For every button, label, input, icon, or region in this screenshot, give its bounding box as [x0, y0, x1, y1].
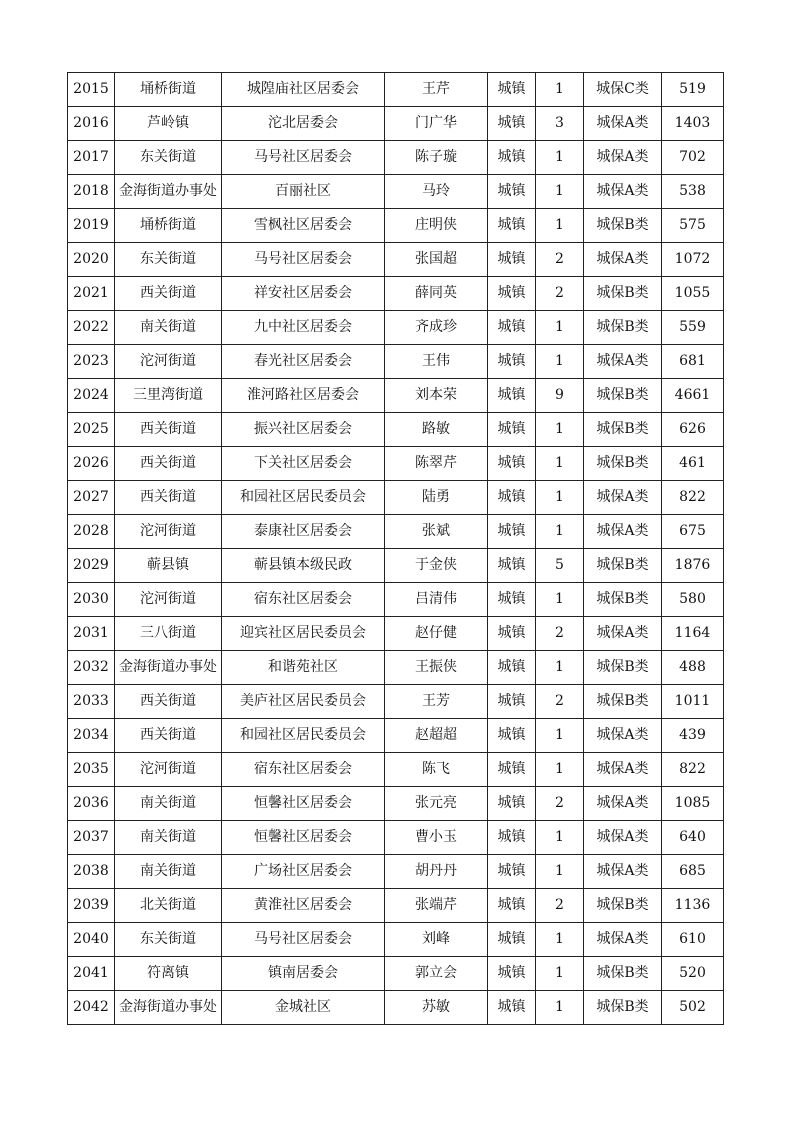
street-cell: 三八街道	[115, 617, 222, 651]
amount-cell: 1136	[662, 889, 724, 923]
amount-cell: 1011	[662, 685, 724, 719]
community-cell: 百丽社区	[222, 175, 385, 209]
area-type-cell: 城镇	[488, 515, 536, 549]
table-row	[68, 617, 724, 651]
household-count-cell: 2	[536, 889, 584, 923]
name-cell: 齐成珍	[385, 311, 488, 345]
table-row	[68, 583, 724, 617]
area-type-cell: 城镇	[488, 821, 536, 855]
area-type-cell: 城镇	[488, 107, 536, 141]
category-cell: 城保B类	[584, 583, 662, 617]
name-cell: 赵超超	[385, 719, 488, 753]
street-cell: 符离镇	[115, 957, 222, 991]
table-row	[68, 515, 724, 549]
record-id-cell: 2040	[68, 923, 115, 957]
community-cell: 城隍庙社区居委会	[222, 73, 385, 107]
street-cell: 三里湾街道	[115, 379, 222, 413]
street-cell: 南关街道	[115, 821, 222, 855]
record-id-cell: 2029	[68, 549, 115, 583]
community-cell: 和谐苑社区	[222, 651, 385, 685]
household-count-cell: 1	[536, 923, 584, 957]
amount-cell: 822	[662, 481, 724, 515]
amount-cell: 675	[662, 515, 724, 549]
category-cell: 城保A类	[584, 617, 662, 651]
name-cell: 于金侠	[385, 549, 488, 583]
area-type-cell: 城镇	[488, 583, 536, 617]
household-count-cell: 1	[536, 345, 584, 379]
area-type-cell: 城镇	[488, 753, 536, 787]
roster-table	[67, 72, 724, 1025]
street-cell: 西关街道	[115, 447, 222, 481]
record-id-cell: 2017	[68, 141, 115, 175]
table-row	[68, 991, 724, 1025]
household-count-cell: 2	[536, 685, 584, 719]
street-cell: 南关街道	[115, 787, 222, 821]
community-cell: 镇南居委会	[222, 957, 385, 991]
record-id-cell: 2030	[68, 583, 115, 617]
category-cell: 城保A类	[584, 787, 662, 821]
name-cell: 马玲	[385, 175, 488, 209]
household-count-cell: 1	[536, 73, 584, 107]
name-cell: 王芹	[385, 73, 488, 107]
record-id-cell: 2016	[68, 107, 115, 141]
street-cell: 埇桥街道	[115, 73, 222, 107]
community-cell: 马号社区居委会	[222, 141, 385, 175]
street-cell: 东关街道	[115, 141, 222, 175]
table-row	[68, 651, 724, 685]
name-cell: 吕清伟	[385, 583, 488, 617]
street-cell: 沱河街道	[115, 583, 222, 617]
household-count-cell: 1	[536, 141, 584, 175]
community-cell: 宿东社区居委会	[222, 753, 385, 787]
record-id-cell: 2036	[68, 787, 115, 821]
amount-cell: 681	[662, 345, 724, 379]
household-count-cell: 1	[536, 447, 584, 481]
area-type-cell: 城镇	[488, 243, 536, 277]
amount-cell: 685	[662, 855, 724, 889]
amount-cell: 538	[662, 175, 724, 209]
amount-cell: 488	[662, 651, 724, 685]
street-cell: 北关街道	[115, 889, 222, 923]
category-cell: 城保B类	[584, 447, 662, 481]
community-cell: 下关社区居委会	[222, 447, 385, 481]
area-type-cell: 城镇	[488, 209, 536, 243]
household-count-cell: 2	[536, 787, 584, 821]
table-row	[68, 379, 724, 413]
category-cell: 城保A类	[584, 345, 662, 379]
category-cell: 城保A类	[584, 821, 662, 855]
name-cell: 陈翠芹	[385, 447, 488, 481]
amount-cell: 610	[662, 923, 724, 957]
table-row	[68, 481, 724, 515]
amount-cell: 822	[662, 753, 724, 787]
household-count-cell: 2	[536, 243, 584, 277]
category-cell: 城保A类	[584, 481, 662, 515]
record-id-cell: 2037	[68, 821, 115, 855]
community-cell: 九中社区居委会	[222, 311, 385, 345]
community-cell: 淮河路社区居委会	[222, 379, 385, 413]
table-row	[68, 787, 724, 821]
table-row	[68, 957, 724, 991]
table-row	[68, 209, 724, 243]
area-type-cell: 城镇	[488, 719, 536, 753]
street-cell: 西关街道	[115, 481, 222, 515]
amount-cell: 1876	[662, 549, 724, 583]
category-cell: 城保B类	[584, 957, 662, 991]
community-cell: 振兴社区居委会	[222, 413, 385, 447]
street-cell: 西关街道	[115, 413, 222, 447]
table-row	[68, 311, 724, 345]
community-cell: 沱北居委会	[222, 107, 385, 141]
household-count-cell: 3	[536, 107, 584, 141]
household-count-cell: 1	[536, 821, 584, 855]
table-row	[68, 73, 724, 107]
category-cell: 城保C类	[584, 73, 662, 107]
area-type-cell: 城镇	[488, 889, 536, 923]
household-count-cell: 1	[536, 413, 584, 447]
amount-cell: 439	[662, 719, 724, 753]
amount-cell: 1403	[662, 107, 724, 141]
street-cell: 蕲县镇	[115, 549, 222, 583]
table-row	[68, 753, 724, 787]
record-id-cell: 2024	[68, 379, 115, 413]
household-count-cell: 1	[536, 583, 584, 617]
category-cell: 城保A类	[584, 175, 662, 209]
category-cell: 城保B类	[584, 685, 662, 719]
community-cell: 和园社区居民委员会	[222, 481, 385, 515]
table-row	[68, 855, 724, 889]
category-cell: 城保A类	[584, 923, 662, 957]
area-type-cell: 城镇	[488, 957, 536, 991]
area-type-cell: 城镇	[488, 379, 536, 413]
community-cell: 迎宾社区居民委员会	[222, 617, 385, 651]
area-type-cell: 城镇	[488, 991, 536, 1025]
amount-cell: 580	[662, 583, 724, 617]
area-type-cell: 城镇	[488, 345, 536, 379]
street-cell: 沱河街道	[115, 515, 222, 549]
record-id-cell: 2022	[68, 311, 115, 345]
roster-body	[68, 73, 724, 1025]
street-cell: 西关街道	[115, 685, 222, 719]
area-type-cell: 城镇	[488, 855, 536, 889]
name-cell: 王振侠	[385, 651, 488, 685]
household-count-cell: 1	[536, 515, 584, 549]
area-type-cell: 城镇	[488, 787, 536, 821]
category-cell: 城保B类	[584, 379, 662, 413]
community-cell: 春光社区居委会	[222, 345, 385, 379]
amount-cell: 1055	[662, 277, 724, 311]
amount-cell: 1164	[662, 617, 724, 651]
area-type-cell: 城镇	[488, 549, 536, 583]
street-cell: 芦岭镇	[115, 107, 222, 141]
name-cell: 胡丹丹	[385, 855, 488, 889]
record-id-cell: 2028	[68, 515, 115, 549]
record-id-cell: 2031	[68, 617, 115, 651]
category-cell: 城保B类	[584, 889, 662, 923]
table-row	[68, 277, 724, 311]
community-cell: 蕲县镇本级民政	[222, 549, 385, 583]
household-count-cell: 1	[536, 855, 584, 889]
area-type-cell: 城镇	[488, 651, 536, 685]
street-cell: 南关街道	[115, 311, 222, 345]
name-cell: 庄明侠	[385, 209, 488, 243]
amount-cell: 702	[662, 141, 724, 175]
category-cell: 城保B类	[584, 277, 662, 311]
household-count-cell: 1	[536, 753, 584, 787]
community-cell: 祥安社区居委会	[222, 277, 385, 311]
name-cell: 张元亮	[385, 787, 488, 821]
area-type-cell: 城镇	[488, 141, 536, 175]
name-cell: 王芳	[385, 685, 488, 719]
amount-cell: 502	[662, 991, 724, 1025]
record-id-cell: 2020	[68, 243, 115, 277]
table-row	[68, 685, 724, 719]
household-count-cell: 5	[536, 549, 584, 583]
table-row	[68, 141, 724, 175]
name-cell: 陈飞	[385, 753, 488, 787]
record-id-cell: 2018	[68, 175, 115, 209]
household-count-cell: 2	[536, 277, 584, 311]
category-cell: 城保B类	[584, 209, 662, 243]
name-cell: 陈子璇	[385, 141, 488, 175]
name-cell: 张端芹	[385, 889, 488, 923]
household-count-cell: 1	[536, 651, 584, 685]
household-count-cell: 1	[536, 991, 584, 1025]
amount-cell: 519	[662, 73, 724, 107]
category-cell: 城保B类	[584, 311, 662, 345]
area-type-cell: 城镇	[488, 73, 536, 107]
household-count-cell: 1	[536, 719, 584, 753]
amount-cell: 520	[662, 957, 724, 991]
name-cell: 曹小玉	[385, 821, 488, 855]
community-cell: 马号社区居委会	[222, 923, 385, 957]
record-id-cell: 2023	[68, 345, 115, 379]
area-type-cell: 城镇	[488, 311, 536, 345]
table-row	[68, 889, 724, 923]
record-id-cell: 2041	[68, 957, 115, 991]
area-type-cell: 城镇	[488, 617, 536, 651]
amount-cell: 4661	[662, 379, 724, 413]
record-id-cell: 2038	[68, 855, 115, 889]
household-count-cell: 2	[536, 617, 584, 651]
area-type-cell: 城镇	[488, 685, 536, 719]
record-id-cell: 2027	[68, 481, 115, 515]
record-id-cell: 2033	[68, 685, 115, 719]
name-cell: 薛同英	[385, 277, 488, 311]
area-type-cell: 城镇	[488, 923, 536, 957]
community-cell: 马号社区居委会	[222, 243, 385, 277]
community-cell: 泰康社区居委会	[222, 515, 385, 549]
amount-cell: 1085	[662, 787, 724, 821]
record-id-cell: 2019	[68, 209, 115, 243]
category-cell: 城保A类	[584, 107, 662, 141]
name-cell: 郭立会	[385, 957, 488, 991]
street-cell: 西关街道	[115, 277, 222, 311]
amount-cell: 575	[662, 209, 724, 243]
area-type-cell: 城镇	[488, 447, 536, 481]
record-id-cell: 2042	[68, 991, 115, 1025]
name-cell: 刘峰	[385, 923, 488, 957]
amount-cell: 626	[662, 413, 724, 447]
household-count-cell: 9	[536, 379, 584, 413]
street-cell: 东关街道	[115, 923, 222, 957]
table-row	[68, 107, 724, 141]
street-cell: 金海街道办事处	[115, 991, 222, 1025]
category-cell: 城保A类	[584, 719, 662, 753]
name-cell: 刘本荣	[385, 379, 488, 413]
table-row	[68, 345, 724, 379]
community-cell: 恒馨社区居委会	[222, 787, 385, 821]
community-cell: 美庐社区居民委员会	[222, 685, 385, 719]
street-cell: 埇桥街道	[115, 209, 222, 243]
street-cell: 沱河街道	[115, 345, 222, 379]
name-cell: 苏敏	[385, 991, 488, 1025]
community-cell: 雪枫社区居委会	[222, 209, 385, 243]
record-id-cell: 2025	[68, 413, 115, 447]
street-cell: 西关街道	[115, 719, 222, 753]
record-id-cell: 2034	[68, 719, 115, 753]
category-cell: 城保B类	[584, 651, 662, 685]
name-cell: 王伟	[385, 345, 488, 379]
category-cell: 城保B类	[584, 413, 662, 447]
street-cell: 东关街道	[115, 243, 222, 277]
street-cell: 南关街道	[115, 855, 222, 889]
amount-cell: 559	[662, 311, 724, 345]
record-id-cell: 2039	[68, 889, 115, 923]
community-cell: 广场社区居委会	[222, 855, 385, 889]
table-row	[68, 821, 724, 855]
table-row	[68, 413, 724, 447]
community-cell: 恒馨社区居委会	[222, 821, 385, 855]
category-cell: 城保A类	[584, 141, 662, 175]
name-cell: 张国超	[385, 243, 488, 277]
street-cell: 金海街道办事处	[115, 651, 222, 685]
area-type-cell: 城镇	[488, 277, 536, 311]
name-cell: 路敏	[385, 413, 488, 447]
table-row	[68, 923, 724, 957]
table-row	[68, 243, 724, 277]
name-cell: 陆勇	[385, 481, 488, 515]
name-cell: 门广华	[385, 107, 488, 141]
amount-cell: 1072	[662, 243, 724, 277]
household-count-cell: 1	[536, 311, 584, 345]
name-cell: 赵仔健	[385, 617, 488, 651]
table-row	[68, 719, 724, 753]
record-id-cell: 2021	[68, 277, 115, 311]
household-count-cell: 1	[536, 209, 584, 243]
community-cell: 和园社区居民委员会	[222, 719, 385, 753]
record-id-cell: 2035	[68, 753, 115, 787]
category-cell: 城保A类	[584, 243, 662, 277]
street-cell: 金海街道办事处	[115, 175, 222, 209]
record-id-cell: 2026	[68, 447, 115, 481]
household-count-cell: 1	[536, 481, 584, 515]
community-cell: 金城社区	[222, 991, 385, 1025]
category-cell: 城保B类	[584, 991, 662, 1025]
street-cell: 沱河街道	[115, 753, 222, 787]
table-row	[68, 549, 724, 583]
community-cell: 黄淮社区居委会	[222, 889, 385, 923]
table-row	[68, 175, 724, 209]
table-row	[68, 447, 724, 481]
area-type-cell: 城镇	[488, 413, 536, 447]
category-cell: 城保A类	[584, 855, 662, 889]
household-count-cell: 1	[536, 957, 584, 991]
record-id-cell: 2032	[68, 651, 115, 685]
category-cell: 城保A类	[584, 753, 662, 787]
household-count-cell: 1	[536, 175, 584, 209]
amount-cell: 640	[662, 821, 724, 855]
name-cell: 张斌	[385, 515, 488, 549]
record-id-cell: 2015	[68, 73, 115, 107]
area-type-cell: 城镇	[488, 175, 536, 209]
category-cell: 城保B类	[584, 549, 662, 583]
area-type-cell: 城镇	[488, 481, 536, 515]
category-cell: 城保A类	[584, 515, 662, 549]
amount-cell: 461	[662, 447, 724, 481]
community-cell: 宿东社区居委会	[222, 583, 385, 617]
